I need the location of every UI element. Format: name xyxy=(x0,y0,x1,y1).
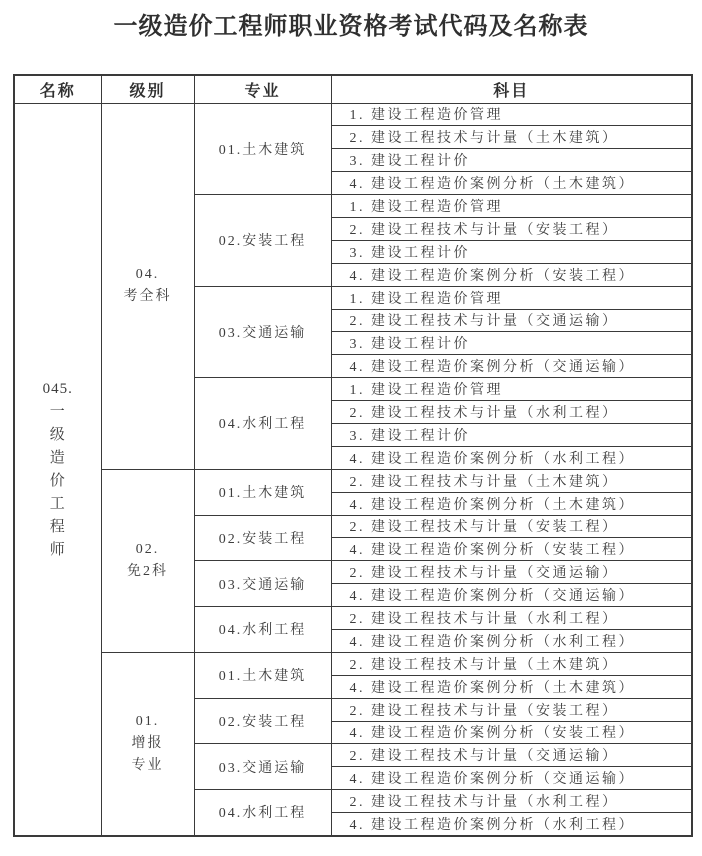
name-char: 师 xyxy=(49,541,66,558)
subject-cell: 3. 建设工程计价 xyxy=(331,240,692,263)
name-code: 045. xyxy=(42,380,73,397)
level-label-line: 04. xyxy=(135,267,160,283)
level-label-line: 考全科 xyxy=(123,289,172,305)
subject-cell: 4. 建设工程造价案例分析（安装工程） xyxy=(331,721,692,744)
subject-cell: 2. 建设工程技术与计量（水利工程） xyxy=(331,401,692,424)
specialty-cell: 04.水利工程 xyxy=(194,607,331,653)
col-header-name: 名称 xyxy=(14,75,101,103)
name-char: 造 xyxy=(49,449,66,466)
level-cell-2 xyxy=(101,652,194,835)
subject-cell: 3. 建设工程计价 xyxy=(331,423,692,446)
table-body xyxy=(14,103,692,836)
specialty-cell: 02.安装工程 xyxy=(194,195,331,287)
subject-cell: 3. 建设工程计价 xyxy=(331,149,692,172)
subject-cell: 1. 建设工程造价管理 xyxy=(331,195,692,218)
subject-cell: 2. 建设工程技术与计量（水利工程） xyxy=(331,790,692,813)
subject-cell: 2. 建设工程技术与计量（土木建筑） xyxy=(331,652,692,675)
level-cell-1 xyxy=(101,469,194,652)
name-char: 程 xyxy=(49,518,66,535)
specialty-cell: 03.交通运输 xyxy=(194,286,331,378)
specialty-cell: 01.土木建筑 xyxy=(194,652,331,698)
subject-cell: 4. 建设工程造价案例分析（水利工程） xyxy=(331,446,692,469)
level-cell-0 xyxy=(101,103,194,469)
col-header-level: 级别 xyxy=(101,75,194,103)
subject-cell: 1. 建设工程造价管理 xyxy=(331,286,692,309)
page-title: 一级造价工程师职业资格考试代码及名称表 xyxy=(113,13,589,40)
subject-cell: 2. 建设工程技术与计量（交通运输） xyxy=(331,744,692,767)
subject-cell: 4. 建设工程造价案例分析（交通运输） xyxy=(331,355,692,378)
col-header-subject: 科目 xyxy=(331,75,692,103)
specialty-cell: 04.水利工程 xyxy=(194,378,331,470)
table-row xyxy=(14,469,692,492)
specialty-cell: 03.交通运输 xyxy=(194,561,331,607)
col-header-specialty: 专业 xyxy=(194,75,331,103)
name-cell xyxy=(14,103,101,836)
name-char: 工 xyxy=(49,495,66,512)
subject-cell: 4. 建设工程造价案例分析（土木建筑） xyxy=(331,675,692,698)
subject-cell: 4. 建设工程造价案例分析（土木建筑） xyxy=(331,172,692,195)
specialty-cell: 03.交通运输 xyxy=(194,744,331,790)
subject-cell: 4. 建设工程造价案例分析（安装工程） xyxy=(331,538,692,561)
specialty-cell: 02.安装工程 xyxy=(194,515,331,561)
specialty-cell: 02.安装工程 xyxy=(194,698,331,744)
subject-cell: 2. 建设工程技术与计量（安装工程） xyxy=(331,515,692,538)
level-label-line: 02. xyxy=(135,541,160,557)
table-row xyxy=(14,652,692,675)
subject-cell: 4. 建设工程造价案例分析（水利工程） xyxy=(331,813,692,836)
subject-cell: 4. 建设工程造价案例分析（交通运输） xyxy=(331,584,692,607)
subject-cell: 2. 建设工程技术与计量（交通运输） xyxy=(331,561,692,584)
subject-cell: 1. 建设工程造价管理 xyxy=(331,378,692,401)
level-label-line: 增报 xyxy=(131,735,164,751)
subject-cell: 2. 建设工程技术与计量（土木建筑） xyxy=(331,126,692,149)
subject-cell: 4. 建设工程造价案例分析（交通运输） xyxy=(331,767,692,790)
table-row xyxy=(14,103,692,126)
subject-cell: 3. 建设工程计价 xyxy=(331,332,692,355)
level-label-line: 专业 xyxy=(131,757,164,773)
subject-cell: 4. 建设工程造价案例分析（水利工程） xyxy=(331,629,692,652)
name-char: 价 xyxy=(49,472,66,489)
subject-cell: 4. 建设工程造价案例分析（安装工程） xyxy=(331,263,692,286)
specialty-cell: 04.水利工程 xyxy=(194,790,331,836)
name-char: 级 xyxy=(49,426,66,443)
subject-cell: 2. 建设工程技术与计量（水利工程） xyxy=(331,607,692,630)
exam-code-table xyxy=(13,74,693,837)
level-label-line: 01. xyxy=(135,713,160,729)
subject-cell: 2. 建设工程技术与计量（安装工程） xyxy=(331,217,692,240)
specialty-cell: 01.土木建筑 xyxy=(194,469,331,515)
subject-cell: 1. 建设工程造价管理 xyxy=(331,103,692,126)
subject-cell: 2. 建设工程技术与计量（交通运输） xyxy=(331,309,692,332)
header-row xyxy=(14,75,692,103)
level-label-line: 免2科 xyxy=(127,563,168,579)
name-char: 一 xyxy=(49,403,66,420)
specialty-cell: 01.土木建筑 xyxy=(194,103,331,195)
subject-cell: 2. 建设工程技术与计量（安装工程） xyxy=(331,698,692,721)
subject-cell: 4. 建设工程造价案例分析（土木建筑） xyxy=(331,492,692,515)
subject-cell: 2. 建设工程技术与计量（土木建筑） xyxy=(331,469,692,492)
